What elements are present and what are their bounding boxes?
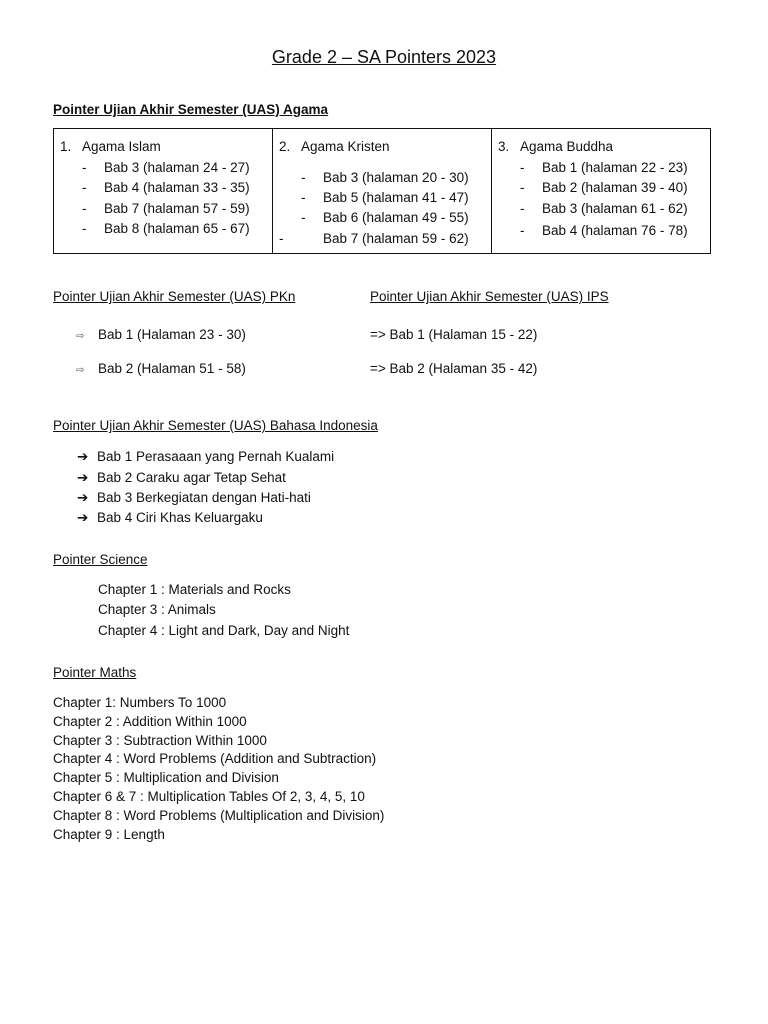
bindo-heading: Pointer Ujian Akhir Semester (UAS) Bahasa Indonesia (53, 418, 378, 433)
list-item: Chapter 3 : Subtraction Within 1000 (53, 733, 267, 748)
list-item: ➔ Bab 4 Ciri Khas Keluargaku (77, 510, 263, 525)
list-item: => Bab 1 (Halaman 15 - 22) (370, 327, 538, 342)
list-item: Chapter 5 : Multiplication and Division (53, 770, 279, 785)
list-item: ➔ Bab 3 Berkegiatan dengan Hati-hati (77, 490, 311, 505)
arrow-right-icon: ➔ (77, 490, 89, 505)
list-item: Chapter 2 : Addition Within 1000 (53, 714, 247, 729)
arrow-right-icon: ➔ (77, 510, 89, 525)
arrow-right-icon: ⇨ (76, 365, 85, 376)
ips-heading: Pointer Ujian Akhir Semester (UAS) IPS (370, 289, 609, 304)
list-item: ➔ Bab 1 Perasaaan yang Pernah Kualami (77, 449, 335, 464)
list-item: ➔ Bab 2 Caraku agar Tetap Sehat (77, 470, 286, 485)
list-item: Chapter 4 : Light and Dark, Day and Night (98, 623, 350, 638)
agama-heading: Pointer Ujian Akhir Semester (UAS) Agama (53, 102, 329, 117)
agama-buddha-cell: 3. Agama Buddha - Bab 1 (halaman 22 - 23) - Bab 2 (halaman 39 - 40) - Bab 3 (halaman 61 - 62) - Bab 4 (halaman 76 - 78) (492, 129, 711, 254)
list-item: => Bab 2 (Halaman 35 - 42) (370, 361, 538, 376)
list-item: Chapter 1 : Materials and Rocks (98, 582, 291, 597)
list-item: Chapter 4 : Word Problems (Addition and Subtraction) (53, 751, 377, 766)
agama-kristen-cell: 2. Agama Kristen - Bab 3 (halaman 20 - 30) - Bab 5 (halaman 41 - 47) - Bab 6 (halaman 49 - 55) - Bab 7 (halaman 59 - 62) (273, 129, 492, 254)
list-item: ⇨ Bab 2 (Halaman 51 - 58) (76, 361, 246, 376)
pkn-heading: Pointer Ujian Akhir Semester (UAS) PKn (53, 289, 296, 304)
agama-table (53, 128, 711, 254)
arrow-right-icon: ➔ (77, 470, 89, 485)
list-item: Chapter 3 : Animals (98, 602, 216, 617)
agama-kristen-title: 2. Agama Kristen (279, 139, 390, 154)
list-item: Chapter 1: Numbers To 1000 (53, 695, 227, 710)
science-heading: Pointer Science (53, 552, 148, 567)
list-item: Chapter 8 : Word Problems (Multiplication and Division) (53, 808, 385, 823)
agama-islam-title: 1. Agama Islam (60, 139, 161, 154)
maths-heading: Pointer Maths (53, 665, 137, 680)
page-title: Grade 2 – SA Pointers 2023 (271, 47, 497, 67)
list-item: Chapter 6 & 7 : Multiplication Tables Of 2, 3, 4, 5, 10 (53, 789, 365, 804)
arrow-right-icon: ➔ (77, 449, 89, 464)
list-item: Chapter 9 : Length (53, 827, 165, 842)
arrow-right-icon: ⇨ (76, 331, 85, 342)
agama-buddha-title: 3. Agama Buddha (498, 139, 614, 154)
list-item: ⇨ Bab 1 (Halaman 23 - 30) (76, 327, 246, 342)
agama-islam-cell: 1. Agama Islam - Bab 3 (halaman 24 - 27) - Bab 4 (halaman 33 - 35) - Bab 7 (halaman 57 - 59) - Bab 8 (halaman 65 - 67) (54, 129, 273, 254)
